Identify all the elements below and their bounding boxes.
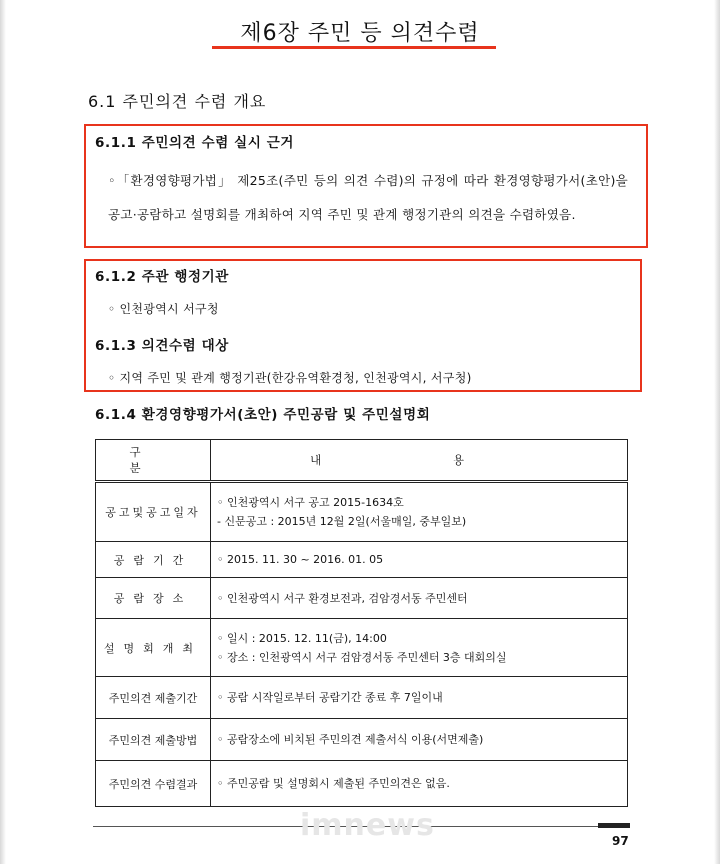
table-header-row — [96, 440, 628, 482]
table-header-content: 내 용 — [211, 440, 628, 482]
table-row-line: ◦ 일시 : 2015. 12. 11(금), 14:00 — [217, 631, 387, 645]
table-row-value — [211, 619, 628, 677]
table-row — [96, 761, 628, 807]
subsection-heading-briefing: 6.1.4 환경영향평가서(초안) 주민공람 및 주민설명회 — [95, 407, 431, 423]
table-row-value — [211, 578, 628, 619]
table-row-line: ◦ 2015. 11. 30 ~ 2016. 01. 05 — [217, 553, 384, 566]
table-row — [96, 578, 628, 619]
table-row-label: 주민의견 수렴결과 — [96, 761, 211, 807]
table-row-value — [211, 542, 628, 578]
table-row-line: ◦ 공람장소에 비치된 주민의견 제출서식 이용(서면제출) — [217, 733, 484, 746]
page-edge-right — [714, 0, 720, 864]
watermark-logo: imnews — [300, 808, 435, 843]
section-heading: 6.1 주민의견 수렴 개요 — [88, 92, 267, 111]
table-row-value — [211, 761, 628, 807]
subsection-heading-agency: 6.1.2 주관 행정기관 — [95, 269, 229, 285]
table-row-line: ◦ 인천광역시 서구 공고 2015-1634호 — [217, 496, 404, 509]
subsection-heading-basis: 6.1.1 주민의견 수렴 실시 근거 — [95, 135, 295, 151]
chapter-title-underline — [212, 46, 496, 49]
briefing-info-table — [95, 439, 628, 807]
table-row-line: ◦ 공람 시작일로부터 공람기간 종료 후 7일이내 — [217, 691, 443, 704]
table-row — [96, 619, 628, 677]
table-row-label: 설명회개최 — [96, 619, 211, 677]
subsection-heading-target: 6.1.3 의견수렴 대상 — [95, 338, 229, 354]
table-row-label: 공고및공고일자 — [96, 482, 211, 542]
footer-bar — [598, 823, 630, 828]
table-row-value — [211, 482, 628, 542]
basis-paragraph: ◦「환경영향평가법」 제25조(주민 등의 의견 수렴)의 규정에 따라 환경영향평가서(초안)을 공고·공람하고 설명회를 개최하여 지역 주민 및 관계 행정기관의 의견을 수렴하였음. — [108, 173, 628, 222]
table-row — [96, 677, 628, 719]
table-row-value — [211, 677, 628, 719]
table-row-value — [211, 719, 628, 761]
page-edge-left — [0, 0, 6, 864]
table-row-label: 공람장소 — [96, 578, 211, 619]
chapter-title: 제6장 주민 등 의견수렴 — [240, 21, 480, 46]
table-row-label: 공람기간 — [96, 542, 211, 578]
table-row-line: ◦ 주민공람 및 설명회시 제출된 주민의견은 없음. — [217, 777, 450, 790]
table-row-label: 주민의견 제출기간 — [96, 677, 211, 719]
table-header-category: 구 분 — [96, 440, 211, 482]
table-row-line: ◦ 장소 : 인천광역시 서구 검암경서동 주민센터 3층 대회의실 — [217, 650, 507, 664]
table-row — [96, 542, 628, 578]
table-row-line: ◦ 인천광역시 서구 환경보전과, 검암경서동 주민센터 — [217, 591, 468, 605]
table-row-line: - 신문공고 : 2015년 12월 2일(서울매일, 중부일보) — [217, 515, 467, 528]
table-row-label: 주민의견 제출방법 — [96, 719, 211, 761]
table-row — [96, 719, 628, 761]
target-text: ◦ 지역 주민 및 관계 행정기관(한강유역환경청, 인천광역시, 서구청) — [108, 371, 472, 385]
agency-text: ◦ 인천광역시 서구청 — [108, 302, 219, 316]
table-row — [96, 482, 628, 542]
page-number: 97 — [612, 834, 629, 848]
